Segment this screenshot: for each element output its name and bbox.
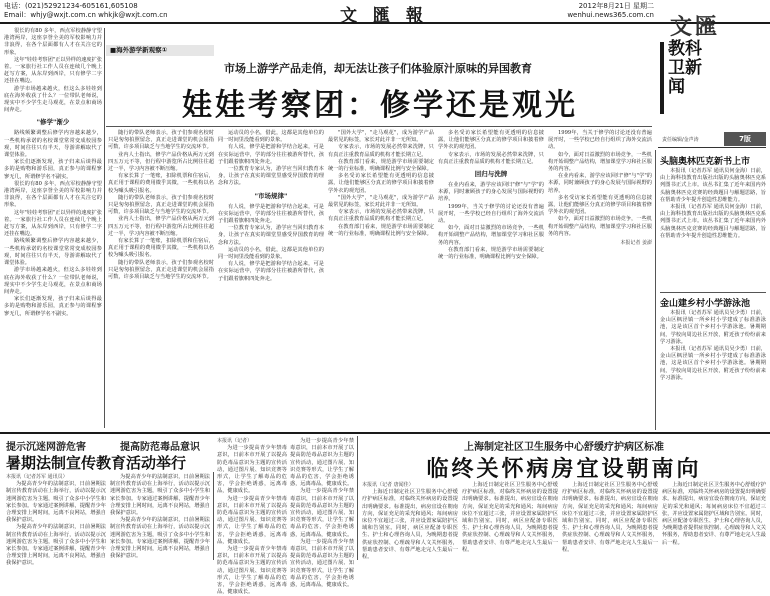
bottom-right-body-4 <box>662 482 766 560</box>
subhead: "修学"渐少 <box>36 118 70 127</box>
paragraph: 路线频繁调整后修学内容越来越少，一些机构承诺的名校课堂常常变成校园参观，时间往往只有半天，导游讲解取代了课堂体验。 <box>4 238 102 267</box>
paragraph: 随行的带队老师表示，孩子们参观名校时只是匆匆拍照留念，真正走进课堂的机会屈指可数，许多项目缺乏与当地学生的交流环节。 <box>108 194 214 216</box>
paragraph: 有人说，修学是把游和学结合起来，可是在实际运营中，学的部分往往被游所替代，孩子们跟着旗帜四处奔走。 <box>218 261 324 282</box>
paragraph: 一位教育专家认为，游学应当回归教育本身，让孩子在真实的课堂里感受异国教育的理念和方法。 <box>218 166 324 187</box>
paragraph: 本报讯（记者苏军 通讯员何金海）日前，由上海科技教育出版社出版的头脑奥林匹克系列图书正式上市。该丛书汇集了近年来国内外头脑奥林匹克竞赛的经典题目与解题思路，旨在帮助青少年提升创造性思维能力。 <box>660 168 766 203</box>
bottom-right-body-1 <box>362 482 458 560</box>
paragraph: 上海近日制定社区卫生服务中心舒缓疗护病区标准，对临终关怀病房的设置提出明确要求。标准提出，病房宜设在朝南方向，保证充足的采光和通风；每间病房床位不宜超过三张，并应设置家属陪护区域和告别室。同时，病区应配备专职医生、护士和心理咨询人员，为晚期患者提供症状控制、心理疏导和人文关怀服务，帮助患者安详、有尊严地走完人生最后一程。 <box>462 482 558 553</box>
paragraph: 为提高青少年的法制意识，日前暑期法制宣传教育活动在上海举行，活动以提示沉迷网游危害为主题，吸引了众多中小学生和家长参加。专家通过案例讲解，提醒青少年合理安排上网时间，远离不良网站，增强自我保护意识。 <box>110 517 210 560</box>
paragraph: 1999年，当关于修学的讨论还没有普遍展开时，一些学校已经自行组织了海外交流活动。 <box>438 203 544 225</box>
bottom-left-headline: 暑期法制宣传教育活动举行 <box>6 454 187 472</box>
paragraph: 很长的有80 多年，西点军校静静守望港湾两岸，这座享誉全美的军校影响力并非浪得，在各个层面都有人才在关注它的形象。 <box>4 180 102 209</box>
bottom-mid-body-2 <box>290 438 354 589</box>
bottom-right-body-2 <box>462 482 558 560</box>
paragraph: 有人说，修学是把游和学结合起来，可是在实际运营中，学的部分往往被游所替代，孩子们跟着旗帜四处奔走。 <box>218 144 324 165</box>
paragraph: 专家表示，市场的发展必然带来洗牌，只有真正注重教育品质的机构才能长期立足。 <box>438 151 544 165</box>
paragraph: 随行的带队老师表示，孩子们参观名校时只是匆匆拍照留念，真正走进课堂的机会屈指可数，许多项目缺乏与当地学生的交流环节。 <box>108 259 214 281</box>
story-column-6 <box>548 130 652 428</box>
story-column-1 <box>4 28 102 428</box>
paragraph: 有家长算了一笔账，扣除机票和住宿后，真正用于课程的费用微乎其微，一些机构以名校为噱头吸引报名。 <box>108 173 214 194</box>
bottom-left-body <box>6 474 106 567</box>
paragraph: 一位教育专家认为，游学应当回归教育本身，让孩子在真实的课堂里感受异国教育的理念和方法。 <box>218 225 324 246</box>
masthead <box>0 0 770 24</box>
paragraph: 为进一步提高青少年禁毒意识，日前本市开展了以提高防范毒品意识为主题的宣传活动，通过图片展、知识竞赛等形式，让学生了解毒品的危害，学会拒绝诱惑，远离毒品，健康成长。 <box>290 438 354 488</box>
paragraph: 在业内看来，游学应该回归"修"与"学"的本源，同时兼顾孩子的身心发展与国际视野的培养。 <box>438 182 544 203</box>
section-logo: 文匯 <box>670 14 721 40</box>
paragraph: 家长们逐渐发现，孩子归来后谈得最多的是购物和游乐园，真正参与的课程寥寥无几，所谓修学名不副实。 <box>4 159 102 180</box>
right-story-2-body <box>660 310 766 430</box>
paragraph: 有人说，修学是把游和学结合起来，可是在实际运营中，学的部分往往被游所替代，孩子们跟着旗帜四处奔走。 <box>218 203 324 225</box>
story-column-4 <box>328 130 434 428</box>
story-headline: 娃娃考察团：修学还是观光 <box>182 88 578 123</box>
paragraph: 家长们逐渐发现，孩子归来后谈得最多的是购物和游乐园，真正参与的课程寥寥无几，所谓修学名不副实。 <box>4 296 102 317</box>
bottom-right-headline: 临终关怀病房宜设朝南向 <box>426 456 702 482</box>
bottom-right-kicker: 上海制定社区卫生服务中心舒缓疗护病区标准 <box>464 442 664 453</box>
paragraph: 多名受访家长希望能有更透明的信息披露，让他们能够区分真正的修学项目和披着修学外衣的观光团。 <box>548 194 652 216</box>
paragraph: 业内人士指出，修学产品价格从两万元到四五万元不等，但行程中游览所占比例往往超过一半，学习内容被不断压缩。 <box>108 151 214 173</box>
paragraph: 这年"娃娃考察团"正以异样的速度扩张着。一家旅行社工作人员在连续几个晚上赶写方案，从东岸到西岸，只有修学二字还挂在嘴边。 <box>4 209 102 238</box>
section-name: 教科卫新闻 <box>668 39 702 97</box>
paragraph: 如今，面对日益激烈的市场竞争，一些机构开始调整产品结构，增加课堂学习和社区服务的内容。 <box>548 216 652 237</box>
paragraph: 路线频繁调整后修学内容越来越少，一些机构承诺的名校课堂常常变成校园参观，时间往往只有半天，导游讲解取代了课堂体验。 <box>4 130 102 159</box>
paragraph: 为提高青少年的法制意识，日前暑期法制宣传教育活动在上海举行，活动以提示沉迷网游危害为主题，吸引了众多中小学生和家长参加。专家通过案例讲解，提醒青少年合理安排上网时间，远离不良网站，增强自我保护意识。 <box>6 524 106 567</box>
paragraph: 上海近日制定社区卫生服务中心舒缓疗护病区标准，对临终关怀病房的设置提出明确要求。标准提出，病房宜设在朝南方向，保证充足的采光和通风；每间病房床位不宜超过三张，并应设置家属陪护区域和告别室。同时，病区应配备专职医生、护士和心理咨询人员，为晚期患者提供症状控制、心理疏导和人文关怀服务，帮助患者安详、有尊严地走完人生最后一程。 <box>562 482 658 553</box>
paragraph: 为进一步提高青少年禁毒意识，日前本市开展了以提高防范毒品意识为主题的宣传活动，通过图片展、知识竞赛等形式，让学生了解毒品的危害，学会拒绝诱惑，远离毒品，健康成长。 <box>290 538 354 589</box>
right-story-1-body <box>660 168 766 288</box>
column-divider <box>357 436 358 560</box>
email-address: Email：whjy@wxjt.com.cn whkjk@wxjt.com.cn <box>4 11 168 19</box>
subhead: 回归与洗牌 <box>474 170 508 179</box>
column-divider <box>213 472 214 560</box>
paragraph: 运动员的小名，借此，这都是其他单位的同一时间里没能看到的景象。 <box>218 130 324 144</box>
column-divider <box>104 28 105 428</box>
paragraph: 运动员的小名，借此，这都是其他单位的同一时间里没能看到的景象。 <box>218 246 324 261</box>
paragraph: 这年"娃娃考察团"正以异样的速度扩张着。一家旅行社工作人员在连续几个晚上赶写方案，从东岸到西岸，只有修学二字还挂在嘴边。 <box>4 56 102 85</box>
paragraph: 为进一步提高青少年禁毒意识，日前本市开展了以提高防范毒品意识为主题的宣传活动，通过图片展、知识竞赛等形式，让学生了解毒品的危害，学会拒绝诱惑，远离毒品，健康成长。 <box>217 495 287 545</box>
paragraph: 为进一步提高青少年禁毒意识，日前本市开展了以提高防范毒品意识为主题的宣传活动，通过图片展、知识竞赛等形式，让学生了解毒品的危害，学会拒绝诱惑，远离毒品，健康成长。 <box>217 546 287 596</box>
paragraph: 本报讯（记者苏军 通讯员吴少勇）日前，金山区枫泾镇一所乡村小学建成了标准游泳池，这是该区首个乡村小学游泳池。暑期期间，学校向周边社区开放，附近孩子纷纷前来学习游泳。 <box>660 310 766 345</box>
series-tag: ■海外游学新观察① <box>106 45 214 56</box>
bottom-mid-kicker: 提高防范毒品意识 <box>120 442 200 453</box>
story-column-2 <box>108 130 214 428</box>
story-column-5 <box>438 130 544 428</box>
masthead-contact <box>4 2 168 20</box>
paragraph: 业内人士指出，修学产品价格从两万元到四五万元不等，但行程中游览所占比例往往超过一半，学习内容被不断压缩。 <box>108 216 214 237</box>
bottom-right-byline: 本报讯（记者 唐闻佳） <box>362 482 414 488</box>
paragraph: 如今，面对日益激烈的市场竞争，一些机构开始调整产品结构，增加课堂学习和社区服务的内容。 <box>438 225 544 246</box>
paragraph: 游学市场越来越火，但这么多娃娃到底在海外收获了什么？一位带队老师说，现实中不少学生走马观花，在景点和商场间奔走。 <box>4 267 102 295</box>
paragraph: 为进一步提高青少年禁毒意识，日前本市开展了以提高防范毒品意识为主题的宣传活动，通过图片展、知识竞赛等形式，让学生了解毒品的危害，学会拒绝诱惑，远离毒品，健康成长。 <box>290 488 354 538</box>
bottom-mid-byline: 本报讯（记者） <box>217 438 253 444</box>
paragraph: 随行的带队老师表示，孩子们参观名校时只是匆匆拍照留念，真正走进课堂的机会屈指可数，许多项目缺乏与当地学生的交流环节。 <box>108 130 214 151</box>
website-link[interactable]: wenhui.news365.com.cn <box>567 11 654 19</box>
paragraph: 游学市场越来越火，但这么多娃娃到底在海外收获了什么？一位带队老师说，现实中不少学生走马观花，在景点和商场间奔走。 <box>4 85 102 114</box>
section-header <box>658 6 766 148</box>
paragraph: 在教育部门看来，规范游学市场需要制定统一的行业标准，明确课程比例与安全保障。 <box>328 158 434 173</box>
page-number: 7版 <box>724 132 766 146</box>
section-rule <box>660 42 664 114</box>
paragraph: 本报讯（记者苏军 通讯员何金海）日前，由上海科技教育出版社出版的头脑奥林匹克系列图书正式上市。该丛书汇集了近年来国内外头脑奥林匹克竞赛的经典题目与解题思路，旨在帮助青少年提升创造性思维能力。 <box>660 204 766 239</box>
paragraph: 上海近日制定社区卫生服务中心舒缓疗护病区标准，对临终关怀病房的设置提出明确要求。标准提出，病房宜设在朝南方向，保证充足的采光和通风；每间病房床位不宜超过三张，并应设置家属陪护区域和告别室。同时，病区应配备专职医生、护士和心理咨询人员，为晚期患者提供症状控制、心理疏导和人文关怀服务，帮助患者安详、有尊严地走完人生最后一程。 <box>362 489 458 561</box>
bottom-left-body-2 <box>110 474 210 560</box>
paragraph: 为进一步提高青少年禁毒意识，日前本市开展了以提高防范毒品意识为主题的宣传活动，通过图片展、知识竞赛等形式，让学生了解毒品的危害，学会拒绝诱惑，远离毒品，健康成长。 <box>217 445 287 495</box>
paragraph: 在教育部门看来，规范游学市场需要制定统一的行业标准，明确课程比例与安全保障。 <box>328 223 434 237</box>
paragraph: 1999年，当关于修学的讨论还没有普遍展开时，一些学校已经自行组织了海外交流活动。 <box>548 130 652 151</box>
right-story-2-headline: 金山建乡村小学游泳池 <box>660 299 751 309</box>
column-divider <box>655 150 656 430</box>
paragraph: 专家表示，市场的发展必然带来洗牌，只有真正注重教育品质的机构才能长期立足。 <box>328 144 434 158</box>
paragraph: 为提高青少年的法制意识，日前暑期法制宣传教育活动在上海举行，活动以提示沉迷网游危害为主题，吸引了众多中小学生和家长参加。专家通过案例讲解，提醒青少年合理安排上网时间，远离不良网站，增强自我保护意识。 <box>110 474 210 517</box>
bottom-left-kicker: 提示沉迷网游危害 <box>6 442 86 453</box>
phone-number: 电话：(021)52921234-605161,605108 <box>4 2 138 10</box>
paragraph: 有家长算了一笔账，扣除机票和住宿后，真正用于课程的费用微乎其微，一些机构以名校为噱头吸引报名。 <box>108 238 214 259</box>
masthead-date <box>534 2 654 20</box>
story-column-3 <box>218 130 324 428</box>
bottom-mid-body <box>217 438 287 596</box>
paragraph: 多名受访家长希望能有更透明的信息披露，让他们能够区分真正的修学项目和披着修学外衣的观光团。 <box>328 173 434 194</box>
bottom-left-byline: 本报讯（记者苏军 通讯员） <box>6 474 68 480</box>
paragraph: 如今，面对日益激烈的市场竞争，一些机构开始调整产品结构，增加课堂学习和社区服务的内容。 <box>548 151 652 173</box>
paragraph: "国外大学"，"走马观花"，成为游学产品最常见的标签，家长对此并非一无所知。 <box>328 194 434 209</box>
headline-divider <box>106 126 652 127</box>
paragraph: 上海近日制定社区卫生服务中心舒缓疗护病区标准，对临终关怀病房的设置提出明确要求。标准提出，病房宜设在朝南方向，保证充足的采光和通风；每间病房床位不宜超过三张，并应设置家属陪护区域和告别室。同时，病区应配备专职医生、护士和心理咨询人员，为晚期患者提供症状控制、心理疏导和人文关怀服务，帮助患者安详、有尊严地走完人生最后一程。 <box>662 482 766 546</box>
paragraph: 在教育部门看来，规范游学市场需要制定统一的行业标准，明确课程比例与安全保障。 <box>438 246 544 261</box>
section-editor: 责任编辑/金声涛 <box>662 137 699 143</box>
bottom-section-divider <box>0 432 770 434</box>
story-kicker: 市场上游学产品走俏，却无法让孩子们体验原汁原味的异国教育 <box>224 62 532 75</box>
paragraph: 在业内看来，游学应该回归"修"与"学"的本源，同时兼顾孩子的身心发展与国际视野的培养。 <box>548 173 652 194</box>
paragraph: 很长的有80 多年，西点军校静静守望港湾两岸，这座享誉全美的军校影响力并非浪得，在各个层面都有人才在关注它的形象。 <box>4 28 102 56</box>
paragraph: 为提高青少年的法制意识，日前暑期法制宣传教育活动在上海举行，活动以提示沉迷网游危害为主题，吸引了众多中小学生和家长参加。专家通过案例讲解，提醒青少年合理安排上网时间，远离不良网站，增强自我保护意识。 <box>6 481 106 524</box>
right-story-1-headline: 头脑奥林匹克新书上市 <box>660 157 751 167</box>
story-byline: 本报记者 姜澎 <box>620 240 652 247</box>
paragraph: 多名受访家长希望能有更透明的信息披露，让他们能够区分真正的修学项目和披着修学外衣的观光团。 <box>438 130 544 151</box>
subhead: "市场规律" <box>254 191 288 200</box>
paragraph: "国外大学"，"走马观花"，成为游学产品最常见的标签，家长对此并非一无所知。 <box>328 130 434 144</box>
paragraph: 本报讯（记者苏军 通讯员吴少勇）日前，金山区枫泾镇一所乡村小学建成了标准游泳池，这是该区首个乡村小学游泳池。暑期期间，学校向周边社区开放，附近孩子纷纷前来学习游泳。 <box>660 346 766 381</box>
newspaper-name: 文 匯 報 <box>340 6 428 26</box>
issue-date: 2012年8月21日 星期二 <box>578 2 654 10</box>
paragraph: 专家表示，市场的发展必然带来洗牌，只有真正注重教育品质的机构才能长期立足。 <box>328 209 434 223</box>
story-divider <box>660 292 766 293</box>
bottom-right-body-3 <box>562 482 658 560</box>
